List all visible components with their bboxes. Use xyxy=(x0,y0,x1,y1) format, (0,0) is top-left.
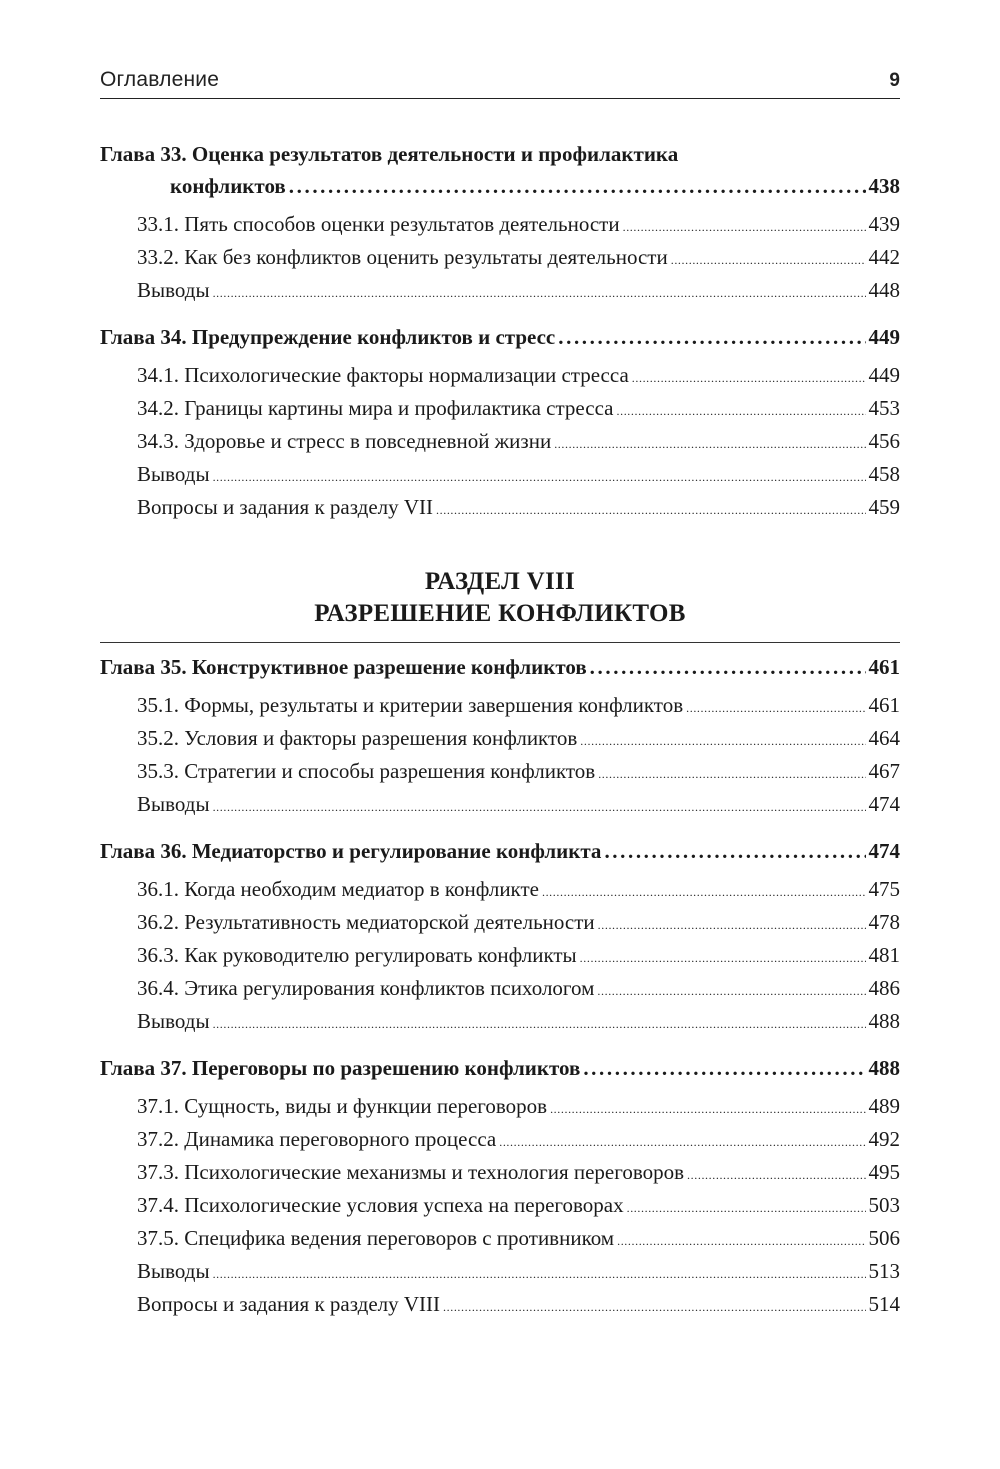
section-list xyxy=(100,873,900,1038)
section-title: 35.3. Стратегии и способы разрешения конфликтов xyxy=(137,759,596,783)
toc-entry[interactable] xyxy=(100,458,900,491)
toc-entry[interactable] xyxy=(100,906,900,939)
dot-leader xyxy=(617,1225,865,1258)
part-title: РАЗРЕШЕНИЕ КОНФЛИКТОВ xyxy=(314,600,686,627)
dot-leader xyxy=(687,1159,865,1192)
chapter-page-number: 449 xyxy=(868,325,900,349)
dot-leader xyxy=(213,791,866,824)
toc-entry[interactable] xyxy=(100,1222,900,1255)
section-title: 36.3. Как руководителю регулировать конфликты xyxy=(137,943,577,967)
toc-entry[interactable] xyxy=(100,392,900,425)
section-title: 36.4. Этика регулирования конфликтов психологом xyxy=(137,976,595,1000)
toc-entry[interactable] xyxy=(100,939,900,972)
section-page-number: 456 xyxy=(868,429,900,453)
toc-entry[interactable] xyxy=(100,1123,900,1156)
section-page-number: 467 xyxy=(868,759,900,783)
section-title: Выводы xyxy=(137,792,210,816)
dot-leader xyxy=(598,909,866,942)
toc-entry[interactable] xyxy=(100,425,900,458)
chapter-35 xyxy=(100,651,900,821)
toc-entry[interactable] xyxy=(100,788,900,821)
section-list xyxy=(100,208,900,307)
chapter-entry-row[interactable] xyxy=(100,1052,900,1084)
dot-leader xyxy=(443,1291,865,1324)
section-title: 37.5. Специфика ведения переговоров с противником xyxy=(137,1226,615,1250)
dot-leader xyxy=(623,211,866,244)
chapter-37 xyxy=(100,1052,900,1321)
section-page-number: 478 xyxy=(868,910,900,934)
dot-leader xyxy=(632,362,866,395)
chapter-title: Глава 35. Конструктивное разрешение конфликтов xyxy=(100,655,587,679)
dot-leader xyxy=(542,876,866,909)
dot-leader xyxy=(213,277,866,310)
section-title: 37.1. Сущность, виды и функции переговоров xyxy=(137,1094,548,1118)
section-title: 35.1. Формы, результаты и критерии завершения конфликтов xyxy=(137,693,684,717)
toc-entry[interactable] xyxy=(100,274,900,307)
chapter-page-number: 488 xyxy=(868,1056,900,1080)
dot-leader xyxy=(580,942,866,975)
dot-leader xyxy=(213,1258,866,1291)
dot-leader xyxy=(289,170,866,202)
dot-leader xyxy=(598,758,865,791)
toc-entry[interactable] xyxy=(100,241,900,274)
section-page-number: 475 xyxy=(868,877,900,901)
dot-leader xyxy=(436,494,865,527)
section-title: Выводы xyxy=(137,462,210,486)
section-title: Вопросы и задания к разделу VIII xyxy=(137,1292,441,1316)
dot-leader xyxy=(583,1052,865,1084)
chapter-title: Глава 34. Предупреждение конфликтов и стресс xyxy=(100,325,556,349)
section-page-number: 495 xyxy=(868,1160,900,1184)
section-page-number: 474 xyxy=(868,792,900,816)
section-page-number: 514 xyxy=(868,1292,900,1316)
page-number: 9 xyxy=(889,70,900,91)
section-list xyxy=(100,689,900,821)
divider xyxy=(100,642,900,643)
toc-entry[interactable] xyxy=(100,689,900,722)
section-page-number: 449 xyxy=(868,363,900,387)
dot-leader xyxy=(671,244,866,277)
toc-entry[interactable] xyxy=(100,1090,900,1123)
toc-entry[interactable] xyxy=(100,208,900,241)
dot-leader xyxy=(597,975,865,1008)
dot-leader xyxy=(686,692,865,725)
chapter-33 xyxy=(100,138,900,307)
chapter-entry-row[interactable] xyxy=(100,170,900,202)
chapter-page-number: 438 xyxy=(868,174,900,198)
section-page-number: 488 xyxy=(868,1009,900,1033)
section-page-number: 453 xyxy=(868,396,900,420)
running-header xyxy=(100,64,900,99)
chapter-page-number: 474 xyxy=(868,839,900,863)
chapter-34 xyxy=(100,321,900,524)
dot-leader xyxy=(550,1093,865,1126)
chapter-page-number: 461 xyxy=(868,655,900,679)
dot-leader xyxy=(213,1008,866,1041)
section-title: 34.1. Психологические факторы нормализации стресса xyxy=(137,363,629,387)
chapter-title: Глава 37. Переговоры по разрешению конфликтов xyxy=(100,1056,581,1080)
dot-leader xyxy=(580,725,865,758)
section-list xyxy=(100,1090,900,1321)
section-title: 37.4. Психологические условия успеха на переговорах xyxy=(137,1193,624,1217)
running-header-title: Оглавление xyxy=(100,68,220,91)
section-page-number: 489 xyxy=(868,1094,900,1118)
section-title: 33.1. Пять способов оценки результатов деятельности xyxy=(137,212,620,236)
section-page-number: 481 xyxy=(868,943,900,967)
toc-entry[interactable] xyxy=(100,873,900,906)
dot-leader xyxy=(590,651,866,683)
section-title: 37.2. Динамика переговорного процесса xyxy=(137,1127,497,1151)
chapter-entry-row[interactable] xyxy=(100,835,900,867)
section-title: 36.1. Когда необходим медиатор в конфликте xyxy=(137,877,539,901)
dot-leader xyxy=(554,428,865,461)
section-page-number: 461 xyxy=(868,693,900,717)
chapter-title: Глава 36. Медиаторство и регулирование конфликта xyxy=(100,839,602,863)
toc-entry[interactable] xyxy=(100,359,900,392)
section-title: Выводы xyxy=(137,1009,210,1033)
chapter-title-continued: конфликтов xyxy=(170,174,286,198)
section-page-number: 448 xyxy=(868,278,900,302)
toc-entry[interactable] xyxy=(100,1255,900,1288)
section-page-number: 458 xyxy=(868,462,900,486)
chapter-36 xyxy=(100,835,900,1038)
toc-entry[interactable] xyxy=(100,1288,900,1321)
toc-entry[interactable] xyxy=(100,755,900,788)
section-title: 34.3. Здоровье и стресс в повседневной жизни xyxy=(137,429,552,453)
section-title: 35.2. Условия и факторы разрешения конфликтов xyxy=(137,726,578,750)
section-list xyxy=(100,359,900,524)
dot-leader xyxy=(499,1126,865,1159)
section-page-number: 503 xyxy=(868,1193,900,1217)
toc-entry[interactable] xyxy=(100,972,900,1005)
toc-entry[interactable] xyxy=(100,1156,900,1189)
section-page-number: 459 xyxy=(868,495,900,519)
section-page-number: 442 xyxy=(868,245,900,269)
section-title: Выводы xyxy=(137,278,210,302)
toc-entry[interactable] xyxy=(100,1005,900,1038)
dot-leader xyxy=(604,835,865,867)
toc-entry[interactable] xyxy=(100,491,900,524)
dot-leader xyxy=(558,321,865,353)
toc-entry[interactable] xyxy=(100,722,900,755)
section-title: 36.2. Результативность медиаторской деятельности xyxy=(137,910,595,934)
section-page-number: 464 xyxy=(868,726,900,750)
toc-entry[interactable] xyxy=(100,1189,900,1222)
dot-leader xyxy=(213,461,866,494)
dot-leader xyxy=(617,395,866,428)
section-title: Вопросы и задания к разделу VII xyxy=(137,495,434,519)
dot-leader xyxy=(627,1192,866,1225)
section-page-number: 506 xyxy=(868,1226,900,1250)
chapter-entry-row[interactable] xyxy=(100,651,900,683)
section-page-number: 492 xyxy=(868,1127,900,1151)
section-title: 37.3. Психологические механизмы и технология переговоров xyxy=(137,1160,685,1184)
section-page-number: 513 xyxy=(868,1259,900,1283)
chapter-title: Глава 33. Оценка результатов деятельности и профилактика xyxy=(100,142,679,166)
section-title: Выводы xyxy=(137,1259,210,1283)
section-page-number: 439 xyxy=(868,212,900,236)
part-heading xyxy=(100,566,900,630)
table-of-contents xyxy=(100,138,900,1321)
part-number: РАЗДЕЛ VIII xyxy=(424,568,576,595)
chapter-entry-row[interactable] xyxy=(100,321,900,353)
section-title: 33.2. Как без конфликтов оценить результаты деятельности xyxy=(137,245,668,269)
section-title: 34.2. Границы картины мира и профилактика стресса xyxy=(137,396,614,420)
section-page-number: 486 xyxy=(868,976,900,1000)
